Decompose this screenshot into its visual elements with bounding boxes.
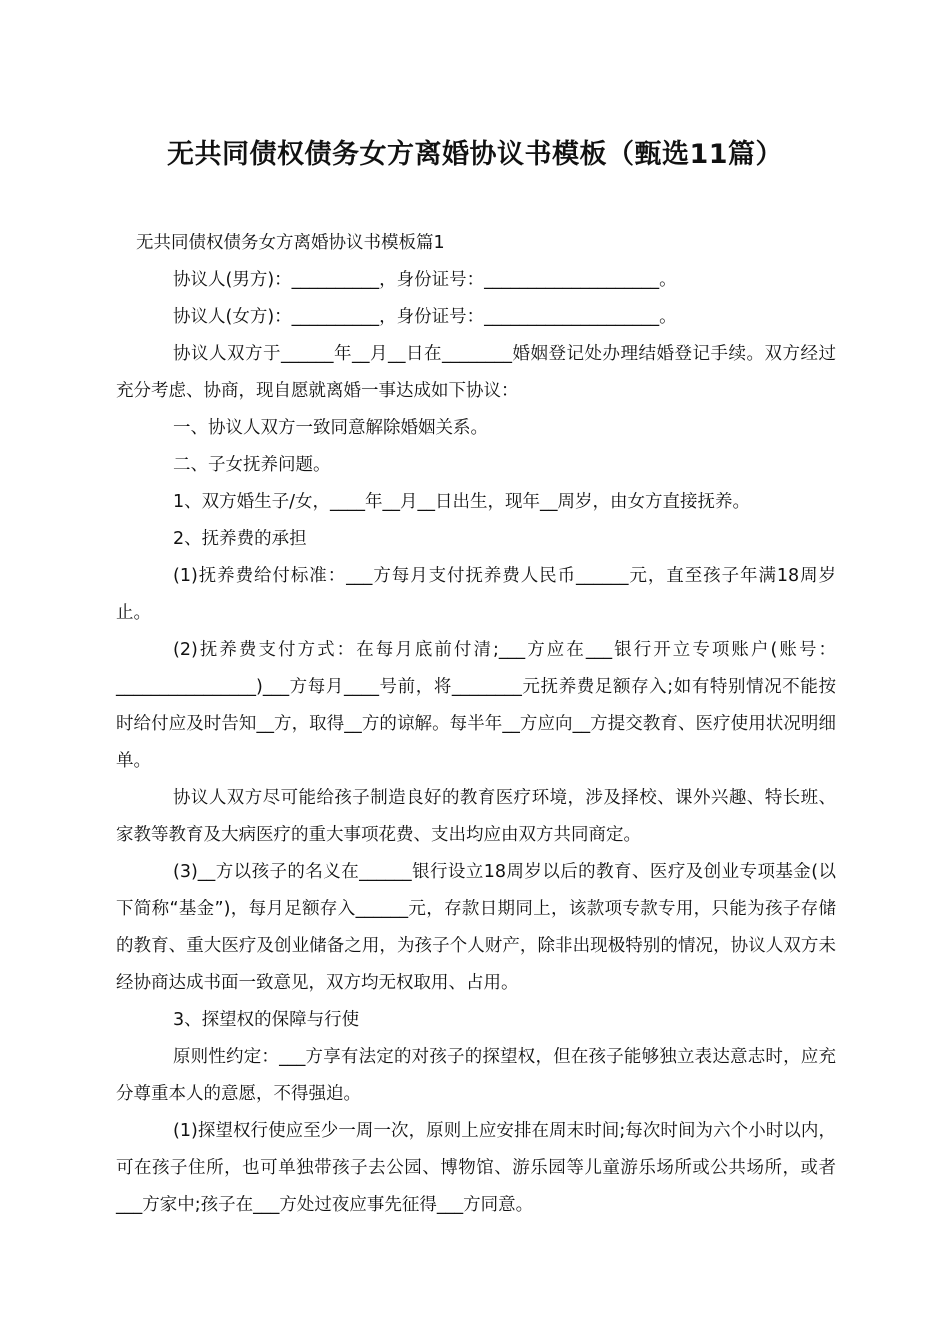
paragraph-clause-2: 二、子女抚养问题。 bbox=[173, 455, 331, 475]
paragraph-support-standard: (1)抚养费给付标准：___方每月支付抚养费人民币______元，直至孩子年满18周岁止。 bbox=[116, 566, 836, 623]
paragraph-male-party: 协议人(男方)：__________，身份证号：____________________。 bbox=[173, 270, 677, 290]
paragraph-marriage-registration: 协议人双方于______年__月__日在________婚姻登记处办理结婚登记手续。双方经过充分考虑、协商，现自愿就离婚一事达成如下协议： bbox=[116, 344, 836, 401]
paragraph-visitation-heading: 3、探望权的保障与行使 bbox=[173, 1010, 360, 1030]
section-heading: 无共同债权债务女方离婚协议书模板篇1 bbox=[136, 233, 445, 253]
paragraph-support-heading: 2、抚养费的承担 bbox=[173, 529, 307, 549]
document-title: 无共同债权债务女方离婚协议书模板（甄选11篇） bbox=[166, 139, 784, 170]
paragraph-visitation-principle: 原则性约定：___方享有法定的对孩子的探望权，但在孩子能够独立表达意志时，应充分尊重本人的意愿，不得强迫。 bbox=[116, 1047, 836, 1104]
document-body bbox=[116, 225, 836, 1224]
paragraph-visitation-frequency: (1)探望权行使应至少一周一次，原则上应安排在周末时间;每次时间为六个小时以内，可在孩子住所，也可单独带孩子去公园、博物馆、游乐园等儿童游乐场所或公共场所，或者___方家中;孩子在___方处过夜应事先征得___方同意。 bbox=[116, 1121, 836, 1215]
paragraph-clause-1: 一、协议人双方一致同意解除婚姻关系。 bbox=[173, 418, 488, 438]
paragraph-fund: (3)__方以孩子的名义在______银行设立18周岁以后的教育、医疗及创业专项基金(以下简称“基金”)，每月足额存入______元，存款日期同上，该款项专款专用，只能为孩子存储的教育、重大医疗及创业储备之用，为孩子个人财产，除非出现极特别的情况，协议人双方未经协商达成书面一致意见，双方均无权取用、占用。 bbox=[116, 862, 836, 993]
paragraph-support-payment: (2)抚养费支付方式：在每月底前付清;___方应在___银行开立专项账户(账号：________________)___方每月____号前，将________元抚养费足额存入;如有特别情况不能按时给付应及时告知__方，取得__方的谅解。每半年__方应向__方提交教育、医疗使用状况明细单。 bbox=[116, 640, 836, 771]
paragraph-female-party: 协议人(女方)：__________，身份证号：____________________。 bbox=[173, 307, 677, 327]
paragraph-education-medical: 协议人双方尽可能给孩子制造良好的教育医疗环境，涉及择校、课外兴趣、特长班、家教等教育及大病医疗的重大事项花费、支出均应由双方共同商定。 bbox=[116, 788, 836, 845]
paragraph-child-custody: 1、双方婚生子/女，____年__月__日出生，现年__周岁，由女方直接抚养。 bbox=[173, 492, 751, 512]
